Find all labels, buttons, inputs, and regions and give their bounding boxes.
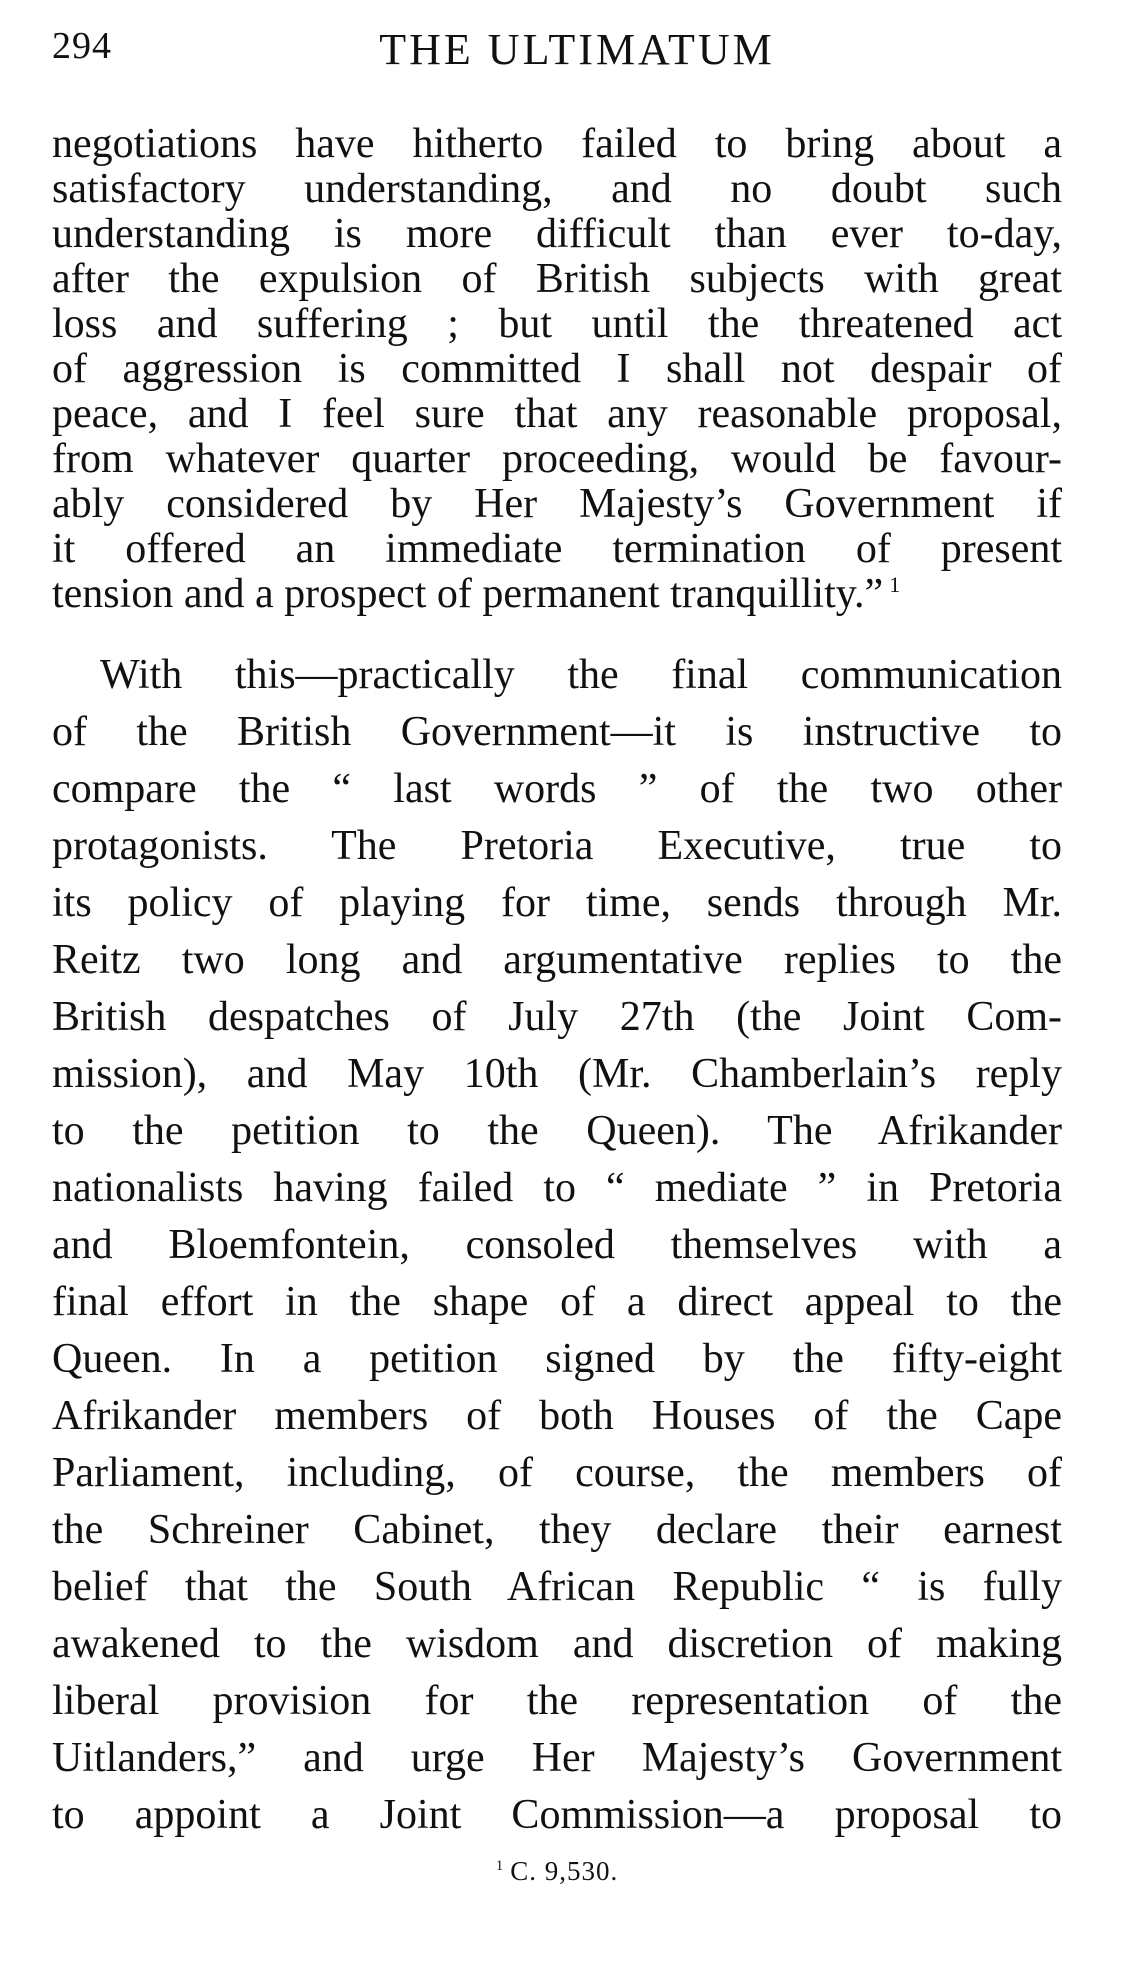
body-line: final effort in the shape of a direct appeal to the: [52, 1279, 1062, 1325]
body-line: With this—practically the final communication: [100, 652, 1062, 698]
body-line: belief that the South African Republic “ is fully: [52, 1564, 1062, 1610]
body-line: British despatches of July 27th (the Joint Com-: [52, 994, 1062, 1040]
quote-line: of aggression is committed I shall not despair of: [52, 346, 1062, 392]
body-line: Afrikander members of both Houses of the Cape: [52, 1393, 1062, 1439]
quote-line: it offered an immediate termination of present: [52, 526, 1062, 572]
body-line: of the British Government—it is instructive to: [52, 709, 1062, 755]
quote-line: negotiations have hitherto failed to bring about a: [52, 121, 1062, 167]
page-header: [52, 24, 1062, 82]
body-line: Queen. In a petition signed by the fifty-eight: [52, 1336, 1062, 1382]
quote-line: loss and suffering ; but until the threatened act: [52, 301, 1062, 347]
quote-line: tension and a prospect of permanent tranquillity.”: [52, 571, 884, 617]
body-line: the Schreiner Cabinet, they declare their earnest: [52, 1507, 1062, 1553]
body-line: Uitlanders,” and urge Her Majesty’s Government: [52, 1735, 1062, 1781]
footnote-text: C. 9,530.: [510, 1856, 619, 1886]
quote-line: after the expulsion of British subjects with great: [52, 256, 1062, 302]
body-line: liberal provision for the representation of the: [52, 1678, 1062, 1724]
running-head: THE ULTIMATUM: [379, 25, 775, 74]
body-line: compare the “ last words ” of the two other: [52, 766, 1062, 812]
footnote-marker: 1: [495, 1858, 505, 1874]
body-line: to the petition to the Queen). The Afrikander: [52, 1108, 1062, 1154]
body-paragraph: [52, 647, 1062, 1844]
quote-line: peace, and I feel sure that any reasonable proposal,: [52, 391, 1062, 437]
quote-line: understanding is more difficult than ever to-day,: [52, 211, 1062, 257]
page-number: 294: [52, 25, 112, 67]
quote-line: ably considered by Her Majesty’s Government if: [52, 481, 1062, 527]
body-line: its policy of playing for time, sends through Mr.: [52, 880, 1062, 926]
quote-line: from whatever quarter proceeding, would be favour-: [52, 436, 1062, 482]
body-line: protagonists. The Pretoria Executive, true to: [52, 823, 1062, 869]
book-page: [52, 24, 1062, 1887]
footnote: [52, 1856, 1062, 1887]
quote-last-line: [52, 572, 1062, 617]
body-line: mission), and May 10th (Mr. Chamberlain’s reply: [52, 1051, 1062, 1097]
footnote-reference: 1: [889, 572, 901, 597]
body-line: nationalists having failed to “ mediate ” in Pretoria: [52, 1165, 1062, 1211]
body-line: and Bloemfontein, consoled themselves with a: [52, 1222, 1062, 1268]
body-line: Reitz two long and argumentative replies to the: [52, 937, 1062, 983]
body-line: Parliament, including, of course, the members of: [52, 1450, 1062, 1496]
quote-line: satisfactory understanding, and no doubt such: [52, 166, 1062, 212]
body-line: awakened to the wisdom and discretion of making: [52, 1621, 1062, 1667]
body-line: to appoint a Joint Commission—a proposal to: [52, 1792, 1062, 1838]
quoted-passage: [52, 122, 1062, 617]
